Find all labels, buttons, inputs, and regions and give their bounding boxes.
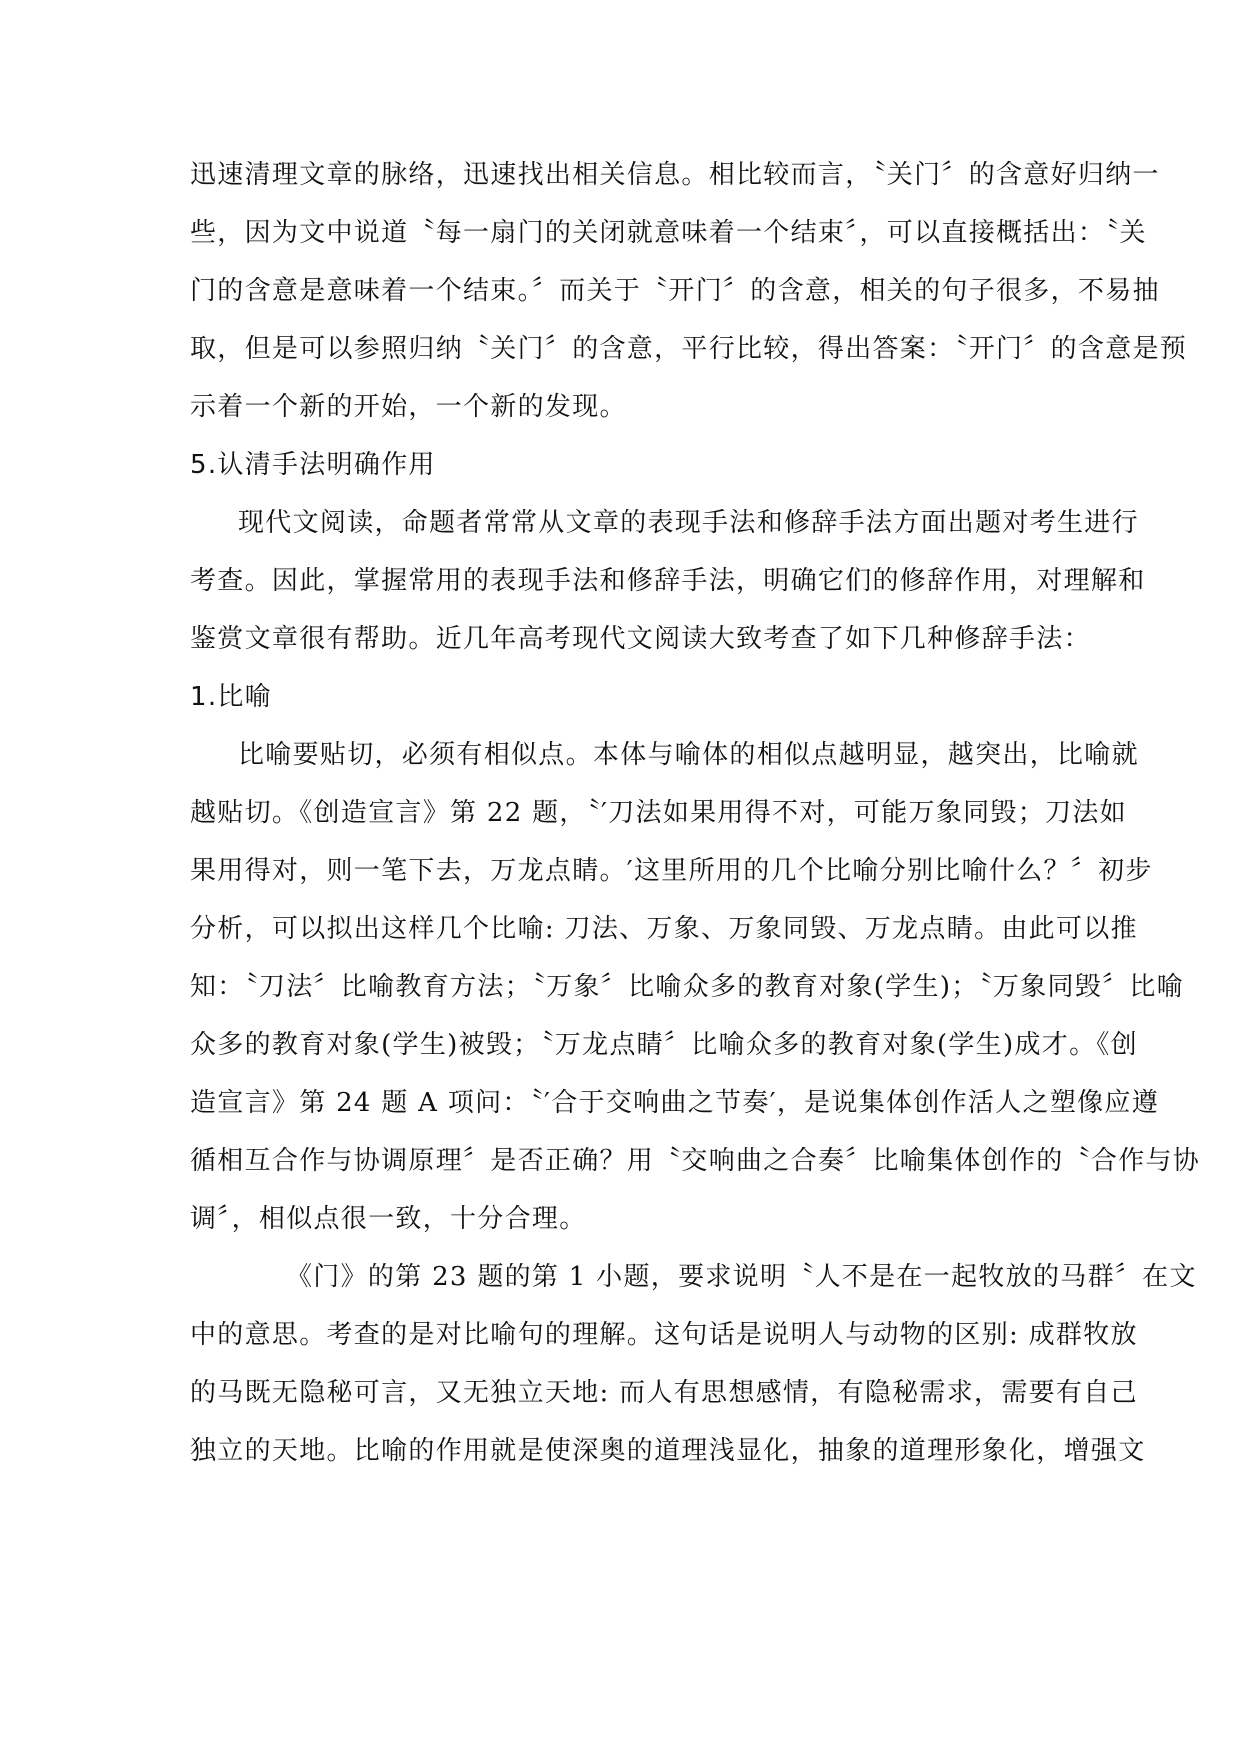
text-line: 取，但是可以参照归纳〝关门〞的含意，平行比较，得出答案：〝开门〞的含意是预 [190,334,1188,364]
section-heading: 5.认清手法明确作用 [190,450,436,480]
paragraph-first-line: 《门》的第 23 题的第 1 小题，要求说明〝人不是在一起牧放的马群〞在文 [286,1262,1197,1292]
text-line: 鉴赏文章很有帮助。近几年高考现代文阅读大致考查了如下几种修辞手法： [190,624,1091,654]
text-line: 考查。因此，掌握常用的表现手法和修辞手法，明确它们的修辞作用，对理解和 [190,566,1146,596]
text-line: 独立的天地。比喻的作用就是使深奥的道理浅显化，抽象的道理形象化，增强文 [190,1436,1146,1466]
text-line: 众多的教育对象(学生)被毁；〝万龙点睛〞比喻众多的教育对象(学生)成才。《创 [190,1030,1138,1060]
text-line: 门的含意是意味着一个结束。〞而关于〝开门〞的含意，相关的句子很多，不易抽 [190,276,1160,306]
text-line: 循相互合作与协调原理〞是否正确？用〝交响曲之合奏〞比喻集体创作的〝合作与协 [190,1146,1201,1176]
text-line: 知：〝刀法〞比喻教育方法；〝万象〞比喻众多的教育对象(学生)；〝万象同毁〞比喻 [190,972,1184,1002]
text-line: 迅速清理文章的脉络，迅速找出相关信息。相比较而言，〝关门〞的含意好归纳一 [190,160,1160,190]
paragraph-first-line: 现代文阅读，命题者常常从文章的表现手法和修辞手法方面出题对考生进行 [238,508,1139,538]
text-line: 中的意思。考查的是对比喻句的理解。这句话是说明人与动物的区别: 成群牧放 [190,1320,1138,1350]
text-line: 的马既无隐秘可言，又无独立天地: 而人有思想感情，有隐秘需求，需要有自己 [190,1378,1138,1408]
paragraph-first-line: 比喻要贴切，必须有相似点。本体与喻体的相似点越明显，越突出，比喻就 [238,740,1139,770]
text-line: 些，因为文中说道〝每一扇门的关闭就意味着一个结束〞，可以直接概括出：〝关 [190,218,1147,248]
text-line: 越贴切。《创造宣言》第 22 题，〝′刀法如果用得不对，可能万象同毁；刀法如 [190,798,1127,828]
text-line: 果用得对，则一笔下去，万龙点睛。′这里所用的几个比喻分别比喻什么？〞初步 [190,856,1153,886]
text-line: 调〞，相似点很一致，十分合理。 [190,1204,587,1234]
text-line: 分析，可以拟出这样几个比喻: 刀法、万象、万象同毁、万龙点睛。由此可以推 [190,914,1138,944]
text-line: 示着一个新的开始，一个新的发现。 [190,392,627,422]
subsection-heading: 1.比喻 [190,682,273,712]
text-line: 造宣言》第 24 题 A 项问：〝′合于交响曲之节奏′，是说集体创作活人之塑像应遵 [190,1088,1160,1118]
